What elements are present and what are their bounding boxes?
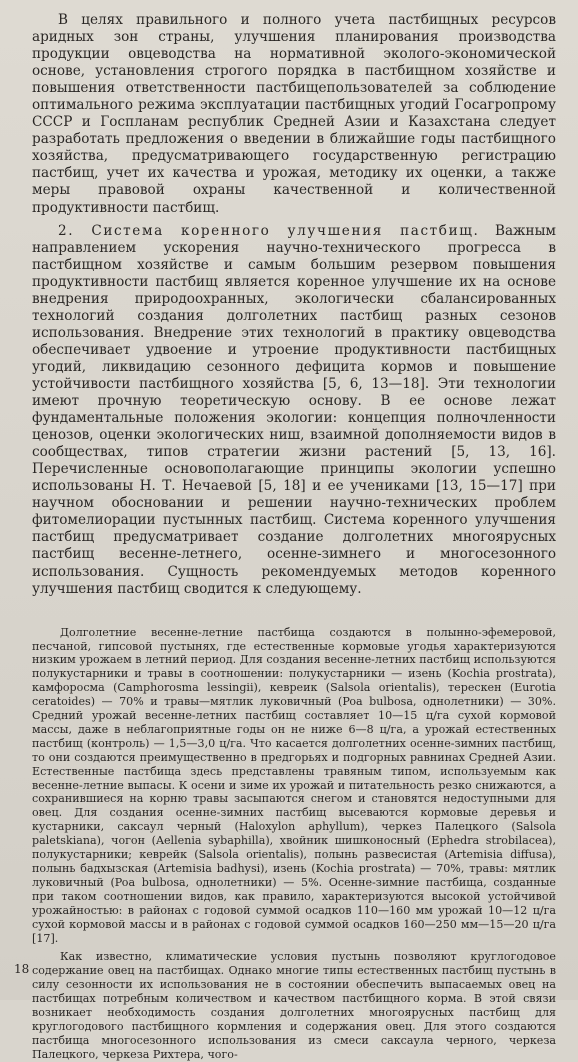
main-paragraph-2: [32, 223, 556, 598]
small-print-text: [32, 626, 556, 1062]
section-heading: 2. Система коренного улучшения пастбищ.: [58, 222, 480, 239]
small-paragraph-2: Как известно, климатические условия пустынь позволяют круглогодовое содержание овец на пастбищах. Однако многие типы естественных пастбищ пустынь в силу сезонности их использования не в состоянии обеспечить выпасаемых овец на пастбищах потребным количеством и качеством пастбищного корма. В этой связи возникает необходимость создания долголетних многоярусных пастбищ для круглогодового пастбищного кормления и содержания овец. Для этого создаются пастбища многосезонного использования из смеси саксаула черного, черкеза Палецкого, черкеза Рихтера, чого-: [32, 950, 556, 1061]
section-body: Важным направлением ускорения научно-технического прогресса в пастбищном хозяйстве и самым большим резервом повышения продуктивности пастбищ является коренное улучшение их на основе внедрения природоохранных, экологически сбалансированных технологий создания долголетних пастбищ разных сезонов использования. Внедрение этих технологий в практику овцеводства обеспечивает удвоение и утроение продуктивности пастбищных угодий, ликвидацию сезонного дефицита кормов и повышение устойчивости пастбищного хозяйства [5, 6, 13—18]. Эти технологии имеют прочную теоретическую основу. В ее основе лежат фундаментальные положения экологии: концепция полночленности ценозов, оценки экологических ниш, взаимной дополняемости видов в сообществах, типов стратегии жизни растений [5, 13, 16]. Перечисленные основополагающие принципы экологии успешно использованы Н. Т. Нечаевой [5, 18] и ее учениками [13, 15—17] при научном обосновании и решении научно-технических проблем фитомелиорации пустынных пастбищ. Система коренного улучшения пастбищ предусматривает создание долголетних многоярусных пастбищ весенне-летнего, осенне-зимнего и многосезонного использования. Сущность рекомендуемых методов коренного улучшения пастбищ сводится к следующему.: [32, 222, 557, 597]
main-text: [32, 12, 556, 598]
main-paragraph-1: В целях правильного и полного учета пастбищных ресурсов аридных зон страны, улучшения планирования производства продукции овцеводства на нормативной эколого-экономической основе, установления строгого порядка в пастбищном хозяйстве и повышения ответственности пастбищепользователей за соблюдение оптимального режима эксплуатации пастбищных угодий Госагропрому СССР и Госпланам республик Средней Азии и Казахстана следует разработать предложения о введении в ближайшие годы пастбищного хозяйства, предусматривающего государственную регистрацию пастбищ, учет их качества и урожая, методику их оценки, а также меры правовой охраны качественной и количественной продуктивности пастбищ.: [32, 12, 556, 216]
small-paragraph-1: Долголетние весенне-летние пастбища создаются в полынно-эфемеровой, песчаной, гипсовой пустынях, где естественные кормовые угодья характеризуются низким урожаем в летний период. Для создания весенне-летних пастбищ используются полукустарники и травы в соотношении: полукустарники — изень (Kochia prostrata), камфоросма (Camphorosma lessingii), кевреик (Salsola orientalis), терескен (Eurotia ceratoides) — 70% и травы—мятлик луковичный (Poa bulbosa, однолетники) — 30%. Средний урожай весенне-летних пастбищ составляет 10—15 ц/га сухой кормовой массы, даже в неблагоприятные годы он не ниже 6—8 ц/га, а урожай естественных пастбищ (контроль) — 1,5—3,0 ц/га. Что касается долголетних осенне-зимних пастбищ, то они создаются преимущественно в предгорьях и подгорных равнинах Средней Азии. Естественные пастбища здесь представлены травяным типом, используемым как весенне-летние выпасы. К осени и зиме их урожай и питательность резко снижаются, а сохранившиеся на корню травы засыпаются снегом и становятся недоступными для овец. Для создания осенне-зимних пастбищ высеваются кормовые деревья и кустарники, саксаул черный (Haloxylon aphyllum), черкез Палецкого (Salsola paletskiana), чогон (Aellenia sybaphilla), хвойник шишконосный (Ephedra strobilacea), полукустарники; кеврейк (Salsola orientalis), полынь развесистая (Artemisia diffusa), полынь бадхызская (Artemisia badhysi), изень (Kochia prostrata) — 70%, травы: мятлик луковичный (Poa bulbosa, однолетники) — 5%. Осенне-зимние пастбища, созданные при таком соотношении видов, как правило, характеризуются высокой устойчивой урожайностью: в районах с годовой суммой осадков 110—160 мм урожай 10—12 ц/га сухой кормовой массы и в районах с годовой суммой осадков 160—250 мм—15—20 ц/га [17].: [32, 625, 556, 945]
page-number: 18: [14, 962, 30, 976]
